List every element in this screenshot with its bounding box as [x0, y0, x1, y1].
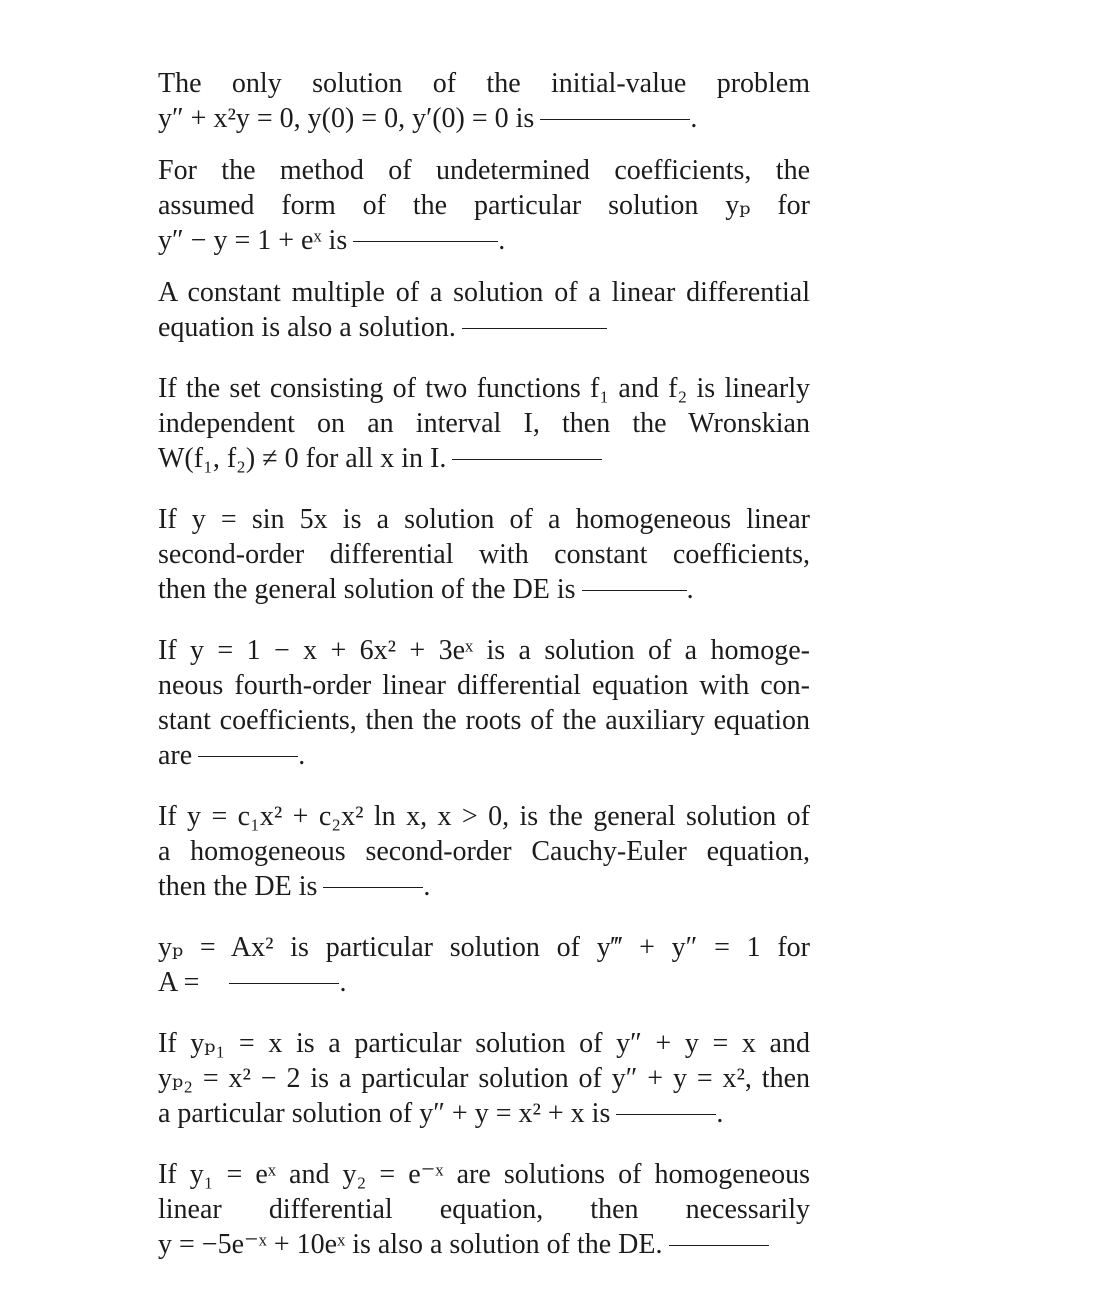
answer-blank[interactable]: [198, 756, 298, 757]
question-10: [158, 1157, 810, 1262]
answer-blank[interactable]: [582, 590, 687, 591]
question-text-line: second-order differential with constant coefficients,: [158, 539, 810, 570]
answer-blank[interactable]: [616, 1114, 716, 1115]
question-text-line: The only solution of the initial-value problem: [158, 68, 810, 99]
question-text-line: linear differential equation, then necessarily: [158, 1194, 810, 1225]
question-3: [158, 275, 810, 345]
question-2: For the method of undetermined coefficients, the assumed form of the particular solution yₚ for y″ − y = 1 + eˣ is .: [158, 155, 810, 256]
question-list: [158, 66, 810, 1262]
question-9: If yₚ₁ = x is a particular solution of y″ + y = x and yₚ₂ = x² − 2 is a particular solution of y″ + y = x², then a particular solution of y″ + y = x² + x is .: [158, 1028, 810, 1129]
question-text-line: If y = 1 − x + 6x² + 3eˣ is a solution of a homoge-: [158, 635, 810, 666]
question-5: If y = sin 5x is a solution of a homogeneous linear second-order differential with constant coefficients, then the general solution of the DE is .: [158, 504, 810, 605]
question-text-line: If y₁ = eˣ and y₂ = e⁻ˣ are solutions of homogeneous: [158, 1159, 810, 1190]
question-text-line: then the general solution of the DE is: [158, 574, 576, 605]
question-text-line: y″ − y = 1 + eˣ is: [158, 225, 348, 256]
question-text-line: assumed form of the particular solution yₚ for: [158, 190, 810, 221]
question-text-line: If the set consisting of two functions f₁ and f₂ is linearly: [158, 373, 810, 404]
answer-blank[interactable]: [540, 119, 690, 120]
question-text-line: independent on an interval I, then the Wronskian: [158, 408, 810, 439]
question-text-line: neous fourth-order linear differential equation with con-: [158, 670, 810, 701]
question-text-line: For the method of undetermined coefficients, the: [158, 155, 810, 186]
question-text-line: yₚ₂ = x² − 2 is a particular solution of y″ + y = x², then: [158, 1063, 810, 1094]
question-text-line: a particular solution of y″ + y = x² + x is: [158, 1098, 611, 1129]
question-8: yₚ = Ax² is particular solution of y‴ + y″ = 1 for A = .: [158, 932, 810, 998]
question-text-line: W(f₁, f₂) ≠ 0 for all x in I.: [158, 443, 447, 474]
question-text-line: If y = sin 5x is a solution of a homogeneous linear: [158, 504, 810, 535]
question-1: The only solution of the initial-value problem y″ + x²y = 0, y(0) = 0, y′(0) = 0 is .: [158, 68, 810, 134]
question-4: [158, 371, 810, 476]
question-text-line: y = −5e⁻ˣ + 10eˣ is also a solution of the DE.: [158, 1229, 663, 1260]
question-7: If y = c₁x² + c₂x² ln x, x > 0, is the general solution of a homogeneous second-order Cauchy-Euler equation, then the DE is .: [158, 801, 810, 902]
answer-blank[interactable]: [323, 887, 423, 888]
answer-blank[interactable]: [669, 1245, 769, 1246]
question-text-line: If yₚ₁ = x is a particular solution of y″ + y = x and: [158, 1028, 810, 1059]
answer-blank[interactable]: [229, 983, 339, 984]
question-text-line: y″ + x²y = 0, y(0) = 0, y′(0) = 0 is: [158, 103, 535, 134]
question-text-line: stant coefficients, then the roots of the auxiliary equation: [158, 705, 810, 736]
question-text-line: a homogeneous second-order Cauchy-Euler equation,: [158, 836, 810, 867]
answer-blank[interactable]: [452, 459, 602, 460]
question-6: If y = 1 − x + 6x² + 3eˣ is a solution of a homoge- neous fourth-order linear differential equation with con- stant coefficients, then the roots of the auxiliary equation are .: [158, 635, 810, 771]
question-text-line: are: [158, 740, 193, 771]
answer-blank[interactable]: [462, 328, 607, 329]
question-text-line: equation is also a solution.: [158, 312, 456, 343]
question-text-line: If y = c₁x² + c₂x² ln x, x > 0, is the general solution of: [158, 801, 810, 832]
question-text-line: then the DE is: [158, 871, 318, 902]
answer-blank[interactable]: [353, 241, 498, 242]
question-text-line: yₚ = Ax² is particular solution of y‴ + y″ = 1 for: [158, 932, 810, 963]
question-text-line: A constant multiple of a solution of a linear differential: [158, 277, 810, 308]
question-text-line: A =: [158, 967, 200, 998]
